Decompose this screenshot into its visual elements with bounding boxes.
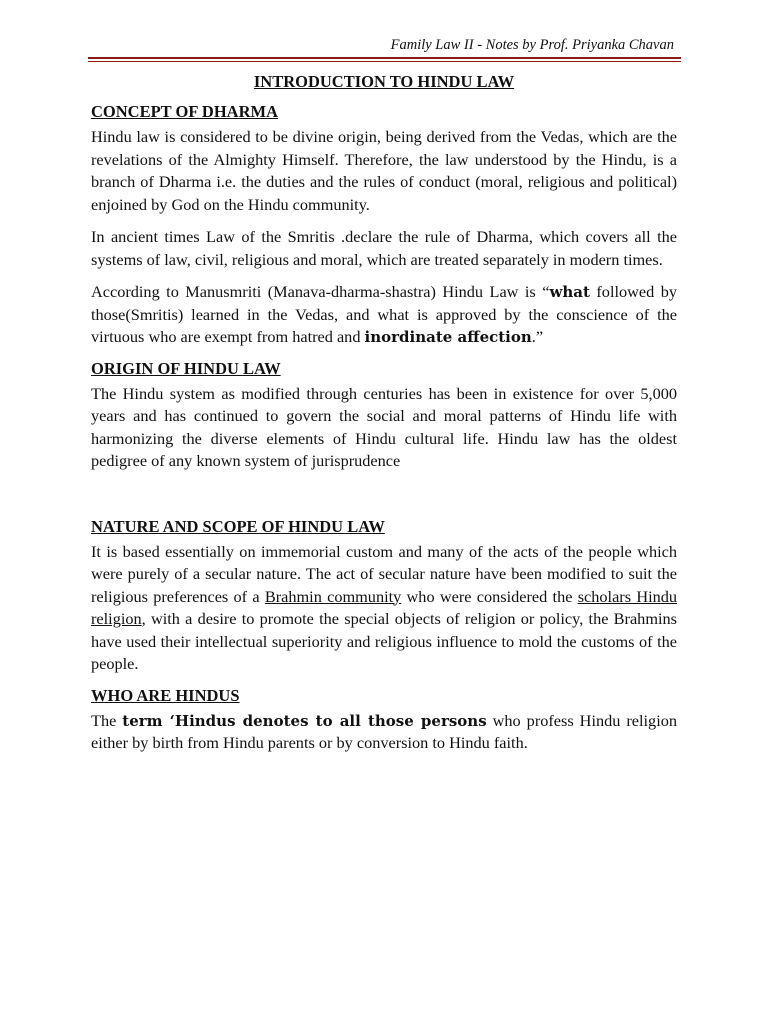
- document-body: [91, 70, 677, 765]
- bold-run: term ‘Hindus denotes to all those persons: [122, 711, 487, 730]
- underlined-run: Brahmin community: [264, 586, 402, 606]
- section-heading-dharma: CONCEPT OF DHARMA: [91, 102, 278, 121]
- section-heading-nature: NATURE AND SCOPE OF HINDU LAW: [91, 516, 385, 536]
- header-rule-thin: [88, 61, 681, 62]
- section-heading-hindus: WHO ARE HINDUS: [91, 685, 240, 705]
- paragraph-nature-1: [91, 541, 677, 676]
- paragraph-origin-1: The Hindu system as modified through centuries has been in existence for over 5,000 years and has continued to govern the social and moral patterns of Hindu life with harmonizing the diverse elements of Hindu cultural life. Hindu law has the oldest pedigree of any known system of jurisprudence: [91, 383, 677, 470]
- bold-run: what: [549, 283, 590, 301]
- text-run: According to Manusmriti (Manava-dharma-shastra) Hindu Law is “: [91, 282, 550, 301]
- running-header: Family Law II - Notes by Prof. Priyanka Chavan: [390, 37, 674, 53]
- underlined-run: scholars Hindu religion: [91, 586, 678, 628]
- paragraph-hindus-1: [91, 710, 677, 755]
- paragraph-dharma-3: [91, 281, 677, 349]
- text-run: .”: [531, 327, 544, 346]
- text-run: It is based essentially on immemorial custom and many of the acts of the people which were purely of a secular nature. The act of secular nature have been modified to suit the religious preferences of a: [91, 541, 677, 606]
- bold-run: inordinate affection: [364, 328, 532, 346]
- text-run: The: [91, 710, 123, 730]
- text-run: who profess Hindu religion either by birth from Hindu parents or by conversion to Hindu faith.: [91, 710, 678, 752]
- paragraph-dharma-2: In ancient times Law of the Smritis .declare the rule of Dharma, which covers all the systems of law, civil, religious and moral, which are treated separately in modern times.: [91, 227, 677, 269]
- text-run: , with a desire to promote the special objects of religion or policy, the Brahmins have used their intellectual superiority and religious influence to mold the customs of the people.: [91, 609, 677, 673]
- section-heading-origin: ORIGIN OF HINDU LAW: [91, 358, 281, 378]
- text-run: followed by those(Smritis) learned in the Vedas, and what is approved by the conscience of the virtuous who are exempt from hatred and: [91, 282, 677, 346]
- text-run: who were considered the: [401, 586, 578, 606]
- paragraph-dharma-1: Hindu law is considered to be divine origin, being derived from the Vedas, which are the revelations of the Almighty Himself. Therefore, the law understood by the Hindu, is a branch of Dharma i.e. the duties and the rules of conduct (moral, religious and political) enjoined by God on the Hindu community.: [91, 127, 677, 214]
- section-spacer: [91, 483, 677, 513]
- header-rule: [88, 57, 681, 59]
- document-title: INTRODUCTION TO HINDU LAW: [253, 72, 515, 91]
